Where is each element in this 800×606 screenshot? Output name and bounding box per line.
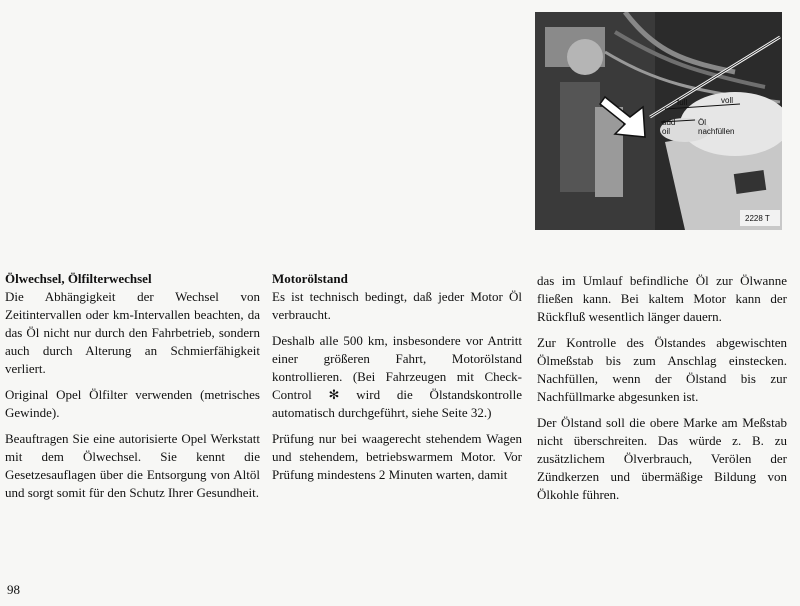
paragraph: Der Ölstand soll die obere Marke am Meßstab nicht überschreiten. Das würde z. B. zu zusätzlichem Ölverbrauch, Verölen der Zündkerzen und übermäßige Bildung von Ölkohle führen. (537, 415, 787, 502)
paragraph: Die Abhängigkeit der Wechsel von Zeitintervallen oder km-Intervallen beachten, da das Öl nicht nur durch den Fahrbetrieb, sondern auch durch Alterung an Schmierfähigkeit verliert. (5, 289, 260, 376)
paragraph: Original Opel Ölfilter verwenden (metrisches Gewinde). (5, 387, 260, 420)
photo-code: 2228 T (745, 214, 770, 223)
heading-oil-change: Ölwechsel, Ölfilterwechsel (5, 271, 152, 286)
paragraph: Es ist technisch bedingt, daß jeder Motor Öl verbraucht. (272, 289, 522, 322)
paragraph: Beauftragen Sie eine autorisierte Opel Werkstatt mit dem Ölwechsel. Sie kennt die Gesetzesauflagen über die Entsorgung von Altöl und sorgt somit für den Schutz Ihrer Gesundheit. (5, 431, 260, 500)
page-number: 98 (7, 582, 20, 597)
label-add-oil: add oil (662, 118, 676, 136)
column-oil-level (272, 262, 522, 492)
paragraph: das im Umlauf befindliche Öl zur Ölwanne fließen kann. Bei kaltem Motor kann der Rückfluß wesentlich länger dauern. (537, 273, 787, 324)
column-oil-level-continued (537, 272, 787, 512)
paragraph: Zur Kontrolle des Ölstandes abgewischten Ölmeßstab bis zum Anschlag einstecken. Nachfüllen, wenn der Ölstand bis zur Nachfüllmarke abgesunken ist. (537, 335, 787, 404)
engine-dipstick-photo (535, 12, 782, 230)
column-oil-change (5, 262, 260, 510)
paragraph: Deshalb alle 500 km, insbesondere vor Antritt einer größeren Fahrt, Motorölstand kontrollieren. (Bei Fahrzeugen mit Check-Control ✻ wird die Ölstandskontrolle automatisch durchgeführt, siehe Seite 32.) (272, 333, 522, 420)
label-oel-nachfuellen: Öl nachfüllen (698, 118, 735, 136)
label-voll: voll (721, 96, 734, 105)
paragraph: Prüfung nur bei waagerecht stehendem Wagen und stehendem, betriebswarmem Motor. Vor Prüfung mindestens 2 Minuten warten, damit (272, 431, 522, 482)
heading-oil-level: Motorölstand (272, 271, 348, 286)
label-full: full (677, 98, 688, 107)
